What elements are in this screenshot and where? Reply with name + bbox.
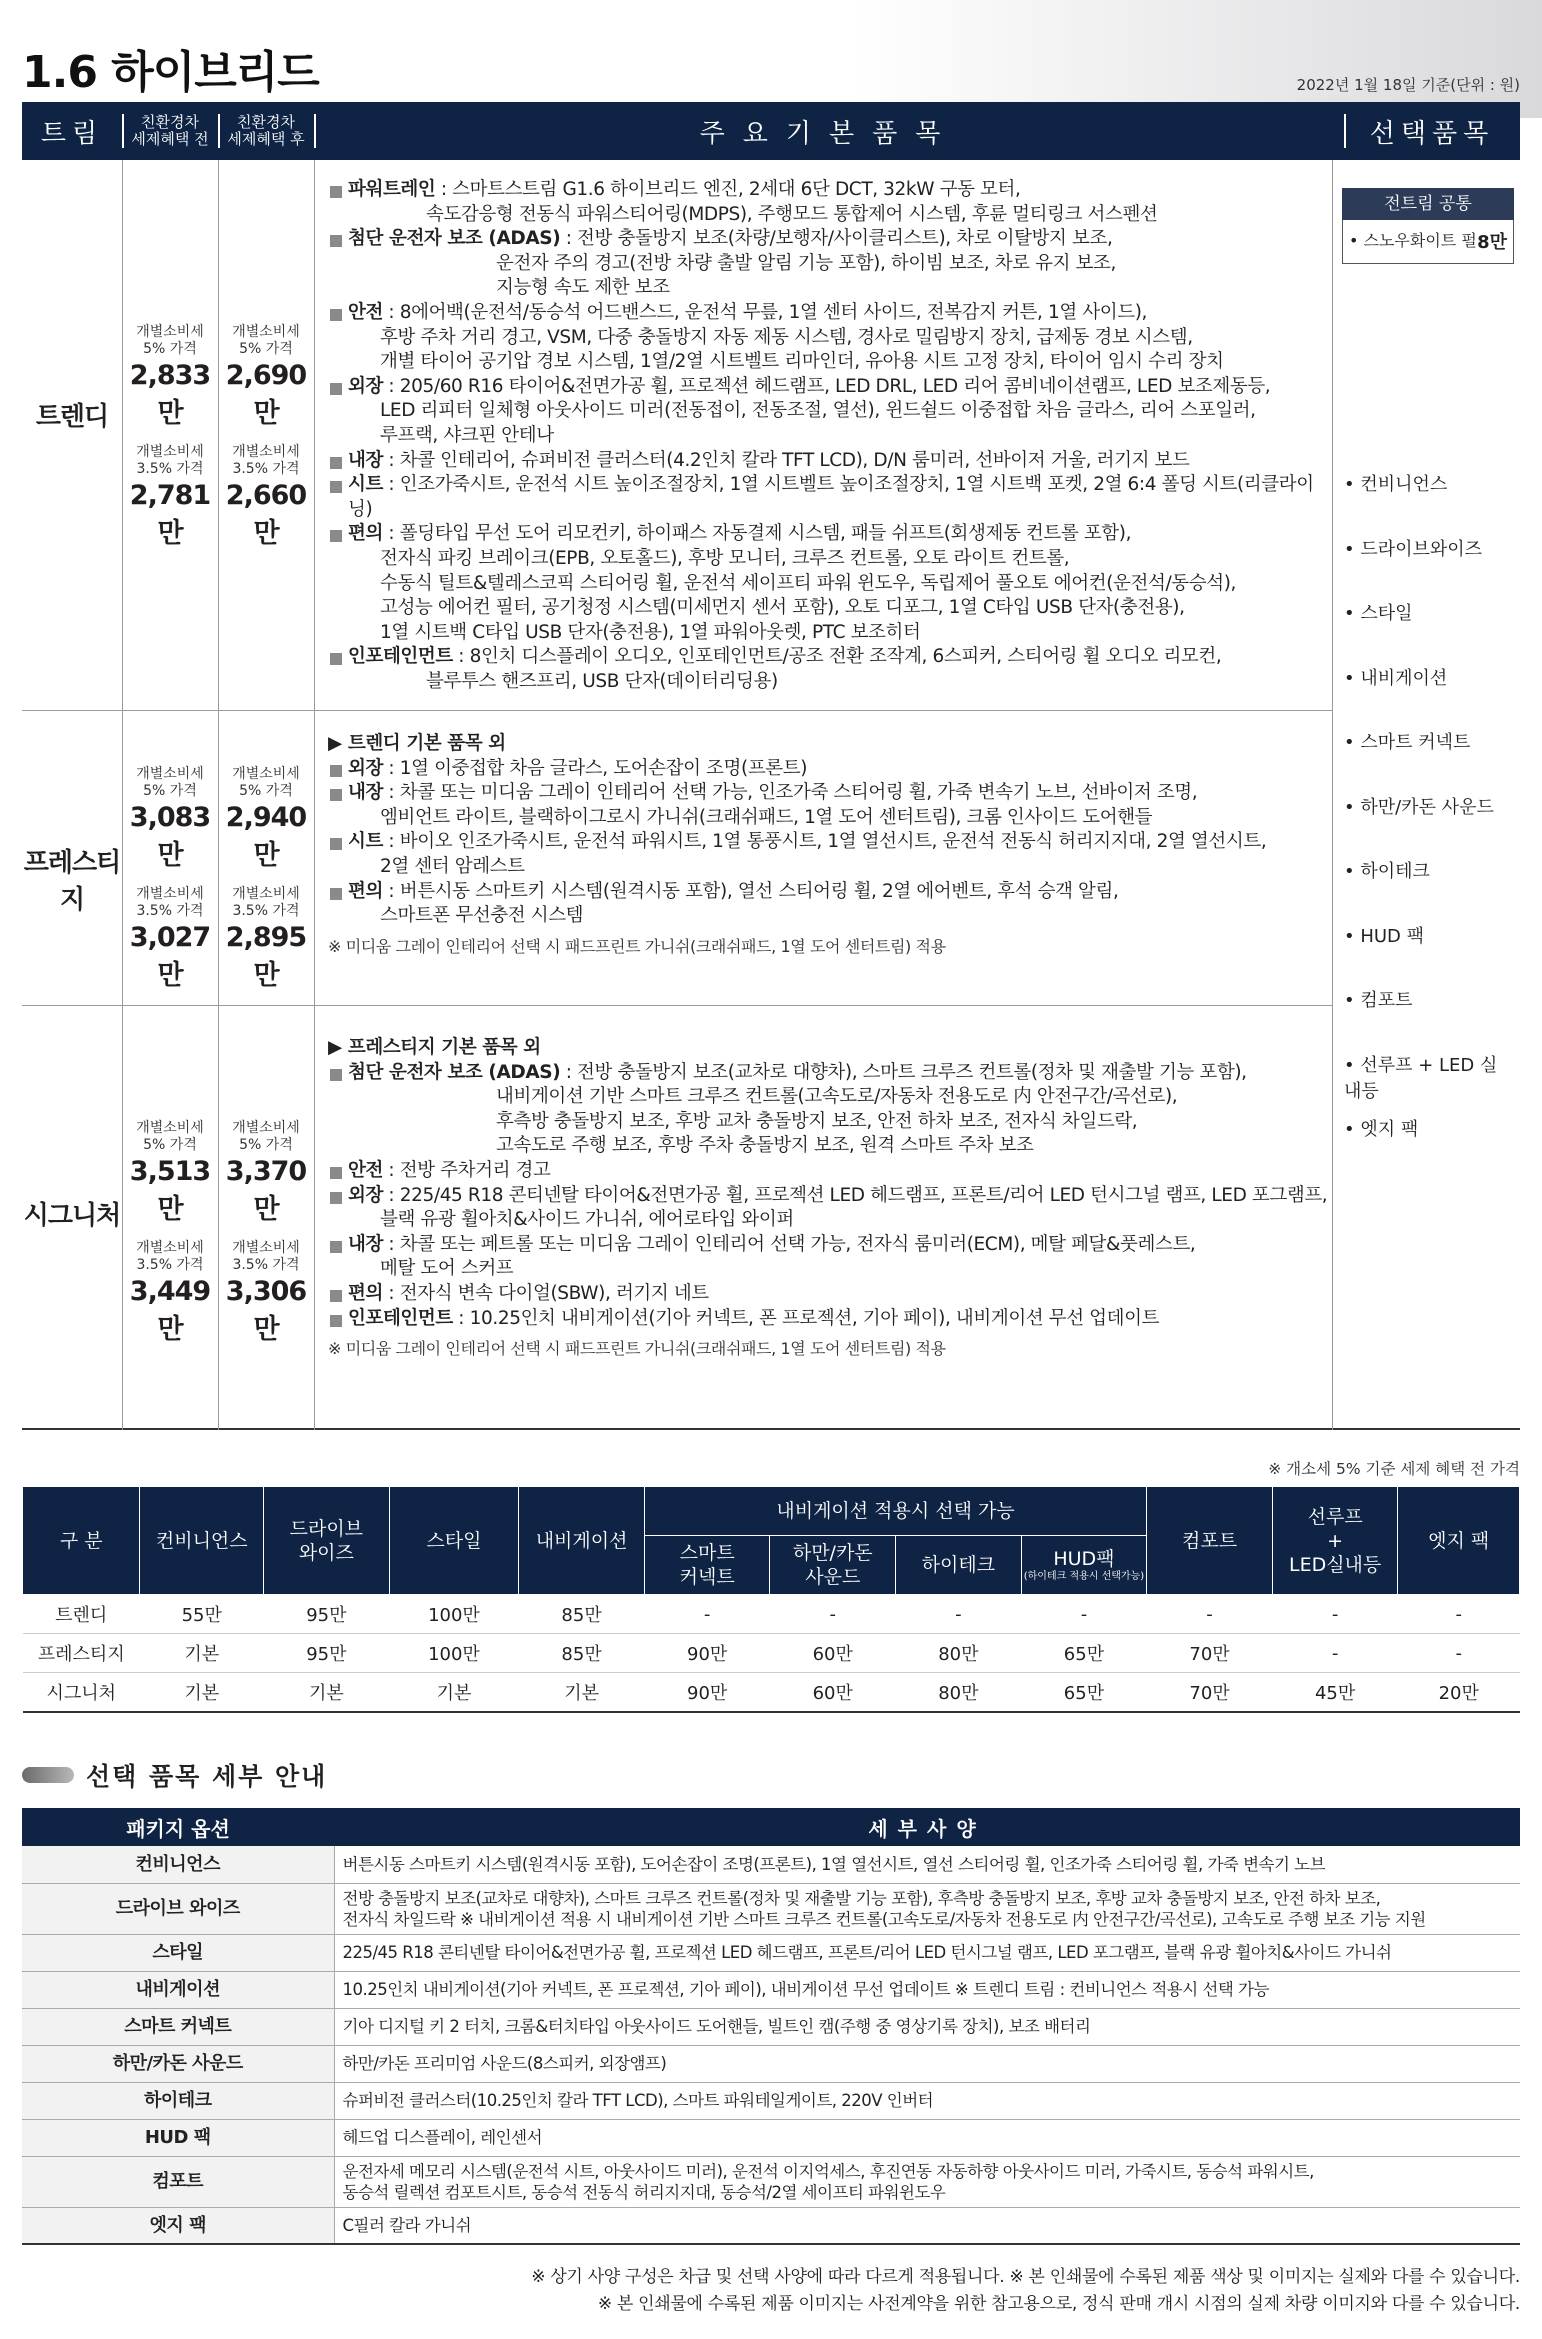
package-spec [334, 2045, 1520, 2082]
price-cell: 기본 [140, 1634, 264, 1673]
section-title: 선택 품목 세부 안내 [86, 1762, 328, 1791]
spec-text: : 205/60 R16 타이어&전면가공 휠, 프로젝션 헤드램프, LED DRL, LED 리어 콤비네이션램프, LED 보조제동등, [382, 375, 1271, 397]
table-row [22, 1846, 1520, 1883]
price-value: 3,027만 [129, 922, 211, 991]
spec-text: 고성능 에어컨 필터, 공기청정 시스템(미세먼지 센서 포함), 오토 디포그, 1열 C타입 USB 단자(충전용), [380, 597, 1185, 619]
table-row [22, 2207, 1520, 2244]
header-options: 선택품목 [1369, 118, 1495, 149]
col-gubun: 구 분 [23, 1487, 140, 1595]
spec-text: : 전방 충돌방지 보조(차량/보행자/사이클리스트), 차로 이탈방지 보조, [560, 228, 1113, 250]
spec-text: 블루투스 핸즈프리, USB 단자(데이터리딩용) [426, 670, 778, 692]
package-spec-line: 전자식 차일드락 ※ 내비게이션 적용 시 내비게이션 기반 스마트 크루즈 컨트롤(고속도로/자동차 전용도로 内 안전구간/곡선로), 고속도로 주행 보조 기능 지원 [342, 1909, 1426, 1929]
package-spec [334, 1883, 1520, 1934]
section-heading-bar [22, 1767, 74, 1783]
option-item: • 컴포트 [1344, 990, 1413, 1011]
common-option-title: 전트림 공통 [1342, 188, 1514, 220]
header-trim: 트림 [40, 118, 104, 149]
column-divider [314, 160, 315, 1430]
table-row [23, 1673, 1520, 1712]
price-label: 개별소비세 3.5% 가격 [136, 886, 204, 919]
spec-label: 내장 [348, 782, 383, 804]
price-cell: 65만 [1021, 1673, 1147, 1712]
package-spec [334, 2119, 1520, 2156]
option-item: • 스마트 커넥트 [1344, 732, 1471, 753]
col-edge: 엣지 팩 [1398, 1487, 1520, 1595]
option-item: • 하이테크 [1344, 861, 1430, 882]
package-spec [334, 1846, 1520, 1883]
table-row [22, 1971, 1520, 2008]
price-cell: - [896, 1595, 1022, 1634]
table-row [22, 2119, 1520, 2156]
col-convenience: 컨비니언스 [140, 1487, 264, 1595]
spec-row [328, 645, 1328, 694]
option-item: • 컨비니언스 [1344, 474, 1448, 495]
spec-text: 메탈 도어 스커프 [380, 1258, 514, 1280]
spec-label: 편의 [348, 880, 383, 902]
common-option-price: 8만 [1477, 232, 1507, 253]
col-harman: 하만/카돈 사운드 [770, 1536, 896, 1595]
row-trim-name: 시그니처 [23, 1673, 140, 1712]
package-name: 컨비니언스 [22, 1846, 334, 1883]
spec-text: : 전방 충돌방지 보조(교차로 대향차), 스마트 크루즈 컨트롤(정차 및 재출발 기능 포함), [560, 1061, 1247, 1083]
spec-text: 후방 주차 거리 경고, VSM, 다중 충돌방지 자동 제동 시스템, 경사로 밀림방지 장치, 급제동 경보 시스템, [380, 326, 1193, 348]
package-name: 컴포트 [22, 2156, 334, 2207]
table-row [22, 1883, 1520, 1934]
spec-row [328, 449, 1328, 474]
price-cell: 85만 [519, 1634, 645, 1673]
footer-note: ※ 상기 사양 구성은 차급 및 선택 사양에 따라 다르게 적용됩니다. ※ 본 인쇄물에 수록된 제품 색상 및 이미지는 실제와 다를 수 있습니다. [531, 2267, 1520, 2287]
package-spec-line: 운전자세 메모리 시스템(운전석 시트, 아웃사이드 미러), 운전석 이지억세스, 후진연동 자동하향 아웃사이드 미러, 가죽시트, 동승석 파워시트, [342, 2161, 1314, 2181]
price-cell: 기본 [140, 1673, 264, 1712]
package-spec-line: 하만/카돈 프리미엄 사운드(8스피커, 외장앰프) [342, 2054, 667, 2073]
header-pre-text: 친환경차 세제혜택 전 [131, 113, 209, 148]
price-cell: - [1147, 1595, 1273, 1634]
package-name: 내비게이션 [22, 1971, 334, 2008]
price-label: 개별소비세 5% 가격 [136, 1120, 204, 1153]
package-spec [334, 1971, 1520, 2008]
spec-row [328, 227, 1328, 301]
spec-label: 시트 [348, 831, 383, 853]
price-cell: 45만 [1272, 1673, 1398, 1712]
price-label: 개별소비세 5% 가격 [136, 766, 204, 799]
spec-list-trendy [328, 178, 1328, 694]
package-name: 하이테크 [22, 2082, 334, 2119]
page-title: 1.6 하이브리드 [22, 47, 319, 98]
spec-text: 후측방 충돌방지 보조, 후방 교차 충돌방지 보조, 안전 하차 보조, 전자식 차일드락, [496, 1110, 1138, 1132]
price-post-signature [218, 1120, 314, 1360]
spec-text: : 10.25인치 내비게이션(기아 커넥트, 폰 프로젝션, 기아 페이), 내비게이션 무선 업데이트 [452, 1307, 1160, 1329]
package-spec-line: 동승석 릴렉션 컴포트시트, 동승석 전동식 허리지지대, 동승석/2열 세이프티 파워윈도우 [342, 2182, 946, 2202]
price-cell: 기본 [264, 1673, 390, 1712]
spec-text: 스마트폰 무선충전 시스템 [380, 905, 584, 927]
col-navi-group: 내비게이션 적용시 선택 가능 [644, 1487, 1146, 1536]
spec-list-prestige [328, 732, 1328, 959]
table-row [22, 2045, 1520, 2082]
price-cell: - [770, 1595, 896, 1634]
spec-text: : 버튼시동 스마트키 시스템(원격시동 포함), 열선 스티어링 휠, 2열 에어벤트, 후석 승객 알림, [382, 880, 1119, 902]
price-label: 개별소비세 5% 가격 [136, 324, 204, 357]
price-label: 개별소비세 3.5% 가격 [232, 444, 300, 477]
price-value: 3,513만 [129, 1156, 211, 1225]
spec-row [328, 178, 1328, 227]
spec-row [328, 880, 1328, 929]
spec-label: 인포테인먼트 [348, 646, 453, 668]
price-cell: 80만 [896, 1673, 1022, 1712]
option-item: • 내비게이션 [1344, 667, 1448, 689]
spec-label: 내장 [348, 449, 383, 471]
package-name: 스마트 커넥트 [22, 2008, 334, 2045]
price-cell: - [1021, 1595, 1147, 1634]
spec-text: 고속도로 주행 보조, 후방 주차 충돌방지 보조, 원격 스마트 주차 보조 [496, 1135, 1034, 1157]
header-post-benefit [218, 102, 314, 160]
price-table-note: ※ 개소세 5% 기준 세제 혜택 전 가격 [1268, 1460, 1520, 1478]
section-heading [22, 1760, 327, 1790]
common-option-item: • 스노우화이트 펄 [1349, 231, 1477, 250]
spec-label: 외장 [348, 1184, 383, 1206]
spec-label: 편의 [348, 1282, 383, 1304]
price-cell: 55만 [140, 1595, 264, 1634]
package-spec-line: C필러 칼라 가니쉬 [342, 2215, 472, 2235]
price-value: 2,660만 [225, 480, 307, 549]
price-label: 개별소비세 5% 가격 [232, 1120, 300, 1153]
price-value: 2,781만 [129, 480, 211, 549]
col-sunroof: 선루프 + LED실내등 [1272, 1487, 1398, 1595]
price-label: 개별소비세 5% 가격 [232, 766, 300, 799]
price-value: 2,690만 [225, 360, 307, 429]
spec-row [328, 1184, 1328, 1233]
price-label: 개별소비세 5% 가격 [232, 324, 300, 357]
header-pre-benefit [122, 102, 218, 160]
spec-label: 인포테인먼트 [348, 1307, 453, 1329]
price-cell: - [1272, 1595, 1398, 1634]
package-spec-line: 버튼시동 스마트키 시스템(원격시동 포함), 도어손잡이 조명(프론트), 1열 열선시트, 열선 스티어링 휠, 인조가죽 스티어링 휠, 가죽 변속기 노브 [342, 1854, 1326, 1874]
spec-text: : 스마트스트림 G1.6 하이브리드 엔진, 2세대 6단 DCT, 32kW 구동 모터, [435, 179, 1021, 200]
trim-name-signature: 시그니처 [23, 1201, 121, 1231]
spec-text: 속도감응형 전동식 파워스티어링(MDPS), 주행모드 통합제어 시스템, 후륜 멀티링크 서스펜션 [426, 203, 1158, 225]
price-cell: 80만 [896, 1634, 1022, 1673]
package-name: 엣지 팩 [22, 2207, 334, 2244]
trim-name-trendy: 트렌디 [35, 402, 109, 432]
price-cell: 60만 [770, 1673, 896, 1712]
price-value: 3,306만 [225, 1276, 307, 1345]
spec-row [328, 1233, 1328, 1282]
spec-note: ※ 미디움 그레이 인테리어 선택 시 패드프린트 가니쉬(크래쉬패드, 1열 도어 센터트림) 적용 [328, 1339, 946, 1359]
spec-label: 외장 [348, 375, 383, 397]
footer-notes [531, 2264, 1520, 2318]
price-cell: 90만 [644, 1634, 770, 1673]
price-post-trendy [218, 324, 314, 564]
footer-note: ※ 본 인쇄물에 수록된 제품 이미지는 사전계약을 위한 참고용으로, 정식 판매 개시 시점의 실제 차량 이미지와 다를 수 있습니다. [597, 2294, 1520, 2314]
price-cell: 기본 [389, 1673, 519, 1712]
price-cell: - [1272, 1634, 1398, 1673]
base-items-heading: ▶ 트렌디 기본 품목 외 [328, 733, 506, 754]
price-cell: 65만 [1021, 1634, 1147, 1673]
spec-text: : 전방 주차거리 경고 [382, 1159, 551, 1181]
table-row [22, 2008, 1520, 2045]
price-cell: - [644, 1595, 770, 1634]
price-pre-prestige [122, 766, 218, 1006]
col-spec: 세부사양 [334, 1808, 1520, 1846]
spec-text: : 225/45 R18 콘티넨탈 타이어&전면가공 휠, 프로젝션 LED 헤드램프, 프론트/리어 LED 턴시그널 램프, LED 포그램프, [382, 1184, 1328, 1206]
spec-text: 내비게이션 기반 스마트 크루즈 컨트롤(고속도로/자동차 전용도로 内 안전구간/곡선로), [496, 1086, 1178, 1108]
table-row [23, 1595, 1520, 1634]
price-value: 3,449만 [129, 1276, 211, 1345]
price-cell: 60만 [770, 1634, 896, 1673]
spec-row [328, 830, 1328, 879]
price-post-prestige [218, 766, 314, 1006]
col-hud [1021, 1536, 1147, 1595]
package-spec [334, 2156, 1520, 2207]
col-navigation: 내비게이션 [519, 1487, 645, 1595]
spec-label: 내장 [348, 1233, 383, 1255]
spec-text: 엠비언트 라이트, 블랙하이그로시 가니쉬(크래쉬패드, 1열 도어 센터트림), 크롬 인사이드 도어핸들 [380, 806, 1153, 828]
price-cell: - [1398, 1634, 1520, 1673]
package-spec-line: 225/45 R18 콘티넨탈 타이어&전면가공 휠, 프로젝션 LED 헤드램프, 프론트/리어 LED 턴시그널 램프, LED 포그램프, 블랙 유광 휠아치&사이드 가니쉬 [342, 1943, 1392, 1962]
spec-list-signature [328, 1036, 1328, 1362]
trim-name-prestige: 프레스티지 [23, 848, 121, 915]
spec-note: ※ 미디움 그레이 인테리어 선택 시 패드프린트 가니쉬(크래쉬패드, 1열 도어 센터트림) 적용 [328, 936, 946, 956]
spec-text: 루프랙, 샤크핀 안테나 [380, 424, 554, 446]
option-detail-table [22, 1808, 1520, 2245]
price-value: 2,833만 [129, 360, 211, 429]
main-table-header [22, 102, 1520, 160]
spec-text: 1열 시트백 C타입 USB 단자(충전용), 1열 파워아웃렛, PTC 보조히터 [380, 621, 921, 643]
option-item: • HUD 팩 [1344, 925, 1425, 947]
price-label: 개별소비세 3.5% 가격 [136, 444, 204, 477]
row-divider [22, 710, 1332, 711]
common-option-box [1342, 188, 1514, 264]
spec-label: 첨단 운전자 보조 (ADAS) [348, 228, 561, 250]
price-label: 개별소비세 3.5% 가격 [232, 1240, 300, 1273]
col-hud-label: HUD팩 [1053, 1548, 1115, 1571]
price-cell: 20만 [1398, 1673, 1520, 1712]
header-post-text: 친환경차 세제혜택 후 [227, 113, 305, 148]
price-cell: 70만 [1147, 1634, 1273, 1673]
spec-text: : 폴딩타입 무선 도어 리모컨키, 하이패스 자동결제 시스템, 패들 쉬프트(회생제동 컨트롤 포함), [382, 523, 1132, 545]
spec-text: : 바이오 인조가죽시트, 운전석 파워시트, 1열 통풍시트, 1열 열선시트, 운전석 전동식 허리지지대, 2열 열선시트, [382, 831, 1267, 853]
price-pre-signature [122, 1120, 218, 1360]
price-cell: 90만 [644, 1673, 770, 1712]
base-date: 2022년 1월 18일 기준(단위 : 원) [1296, 76, 1520, 94]
spec-row [328, 757, 1328, 782]
spec-text: 전자식 파킹 브레이크(EPB, 오토홀드), 후방 모니터, 크루즈 컨트롤, 오토 라이트 컨트롤, [380, 547, 1070, 569]
common-option-body [1342, 220, 1514, 264]
spec-row [328, 375, 1328, 449]
table-row [22, 2082, 1520, 2119]
spec-text: : 차콜 또는 페트롤 또는 미디움 그레이 인테리어 선택 가능, 전자식 룸미러(ECM), 메탈 페달&풋레스트, [382, 1233, 1196, 1255]
header-main-items: 주요기본품목 [699, 118, 959, 149]
col-hitech: 하이테크 [896, 1536, 1022, 1595]
col-style: 스타일 [389, 1487, 519, 1595]
spec-row [328, 1061, 1328, 1159]
price-cell: - [1398, 1595, 1520, 1634]
price-value: 3,083만 [129, 802, 211, 871]
spec-text: 지능형 속도 제한 보조 [496, 277, 670, 299]
table-row [22, 1934, 1520, 1971]
package-name: 하만/카돈 사운드 [22, 2045, 334, 2082]
option-item: • 선루프 + LED 실내등 [1344, 1054, 1498, 1102]
spec-label: 외장 [348, 757, 383, 779]
spec-row [328, 1282, 1328, 1307]
price-cell: 95만 [264, 1595, 390, 1634]
spec-text: : 1열 이중접합 차음 글라스, 도어손잡이 조명(프론트) [382, 757, 808, 779]
spec-row [328, 301, 1328, 375]
spec-text: : 전자식 변속 다이얼(SBW), 러기지 네트 [382, 1282, 709, 1304]
price-value: 2,940만 [225, 802, 307, 871]
price-cell: 100만 [389, 1595, 519, 1634]
spec-text: LED 리피터 일체형 아웃사이드 미러(전동접이, 전동조절, 열선), 윈드쉴드 이중접합 차음 글라스, 리어 스포일러, [380, 400, 1256, 422]
price-cell: 100만 [389, 1634, 519, 1673]
spec-label: 편의 [348, 523, 383, 545]
spec-row [328, 781, 1328, 830]
option-item: • 엣지 팩 [1344, 1119, 1419, 1140]
spec-row [328, 473, 1328, 522]
spec-row [328, 522, 1328, 645]
package-spec-line: 기아 디지털 키 2 터치, 크롬&터치타입 아웃사이드 도어핸들, 빌트인 캠(주행 중 영상기록 장치), 보조 배터리 [342, 2017, 1091, 2036]
option-item: • 드라이브와이즈 [1344, 538, 1483, 560]
price-value: 3,370만 [225, 1156, 307, 1225]
option-item: • 하만/카돈 사운드 [1344, 796, 1494, 818]
package-spec-line: 전방 충돌방지 보조(교차로 대향차), 스마트 크루즈 컨트롤(정차 및 재출발 기능 포함), 후측방 충돌방지 보조, 후방 교차 충돌방지 보조, 안전 하차 보조, [342, 1888, 1381, 1908]
option-list [1344, 470, 1514, 1180]
spec-text: : 차콜 또는 미디움 그레이 인테리어 선택 가능, 인조가죽 스티어링 휠, 가죽 변속기 노브, 선바이저 조명, [382, 782, 1198, 804]
spec-label: 안전 [348, 1159, 383, 1181]
spec-text: 수동식 틸트&텔레스코픽 스티어링 휠, 운전석 세이프티 파워 윈도우, 독립제어 풀오토 에어컨(운전석/동승석), [380, 572, 1236, 594]
package-spec-line: 10.25인치 내비게이션(기아 커넥트, 폰 프로젝션, 기아 페이), 내비게이션 무선 업데이트 ※ 트렌디 트림 : 컨비니언스 적용시 선택 가능 [342, 1980, 1269, 1999]
column-divider [1332, 160, 1333, 1430]
package-spec-line: 슈퍼비전 클러스터(10.25인치 칼라 TFT LCD), 스마트 파워테일게이트, 220V 인버터 [342, 2091, 934, 2110]
spec-text: : 인조가죽시트, 운전석 시트 높이조절장치, 1열 시트벨트 높이조절장치, 1열 시트백 포켓, 2열 6:4 폴딩 시트(리클라이닝) [348, 474, 1314, 520]
col-drivewise: 드라이브 와이즈 [264, 1487, 390, 1595]
price-pre-trendy [122, 324, 218, 564]
spec-text: : 8에어백(운전석/동승석 어드밴스드, 운전석 무릎, 1열 센터 사이드, 전복감지 커튼, 1열 사이드), [382, 301, 1148, 323]
spec-text: 운전자 주의 경고(전방 차량 출발 알림 기능 포함), 하이빔 보조, 차로 유지 보조, [496, 252, 1116, 274]
col-smart-connect: 스마트 커넥트 [644, 1536, 770, 1595]
option-price-table [22, 1486, 1520, 1713]
price-value: 2,895만 [225, 922, 307, 991]
package-spec [334, 2082, 1520, 2119]
col-comfort: 컴포트 [1147, 1487, 1273, 1595]
package-spec [334, 2008, 1520, 2045]
package-name: HUD 팩 [22, 2119, 334, 2156]
table-row [22, 2156, 1520, 2207]
spec-text: 블랙 유광 휠아치&사이드 가니쉬, 에어로타입 와이퍼 [380, 1209, 794, 1231]
price-cell: 85만 [519, 1595, 645, 1634]
col-hud-note: (하이테크 적용시 선택가능) [1023, 1571, 1145, 1583]
package-name: 드라이브 와이즈 [22, 1883, 334, 1934]
price-cell: 기본 [519, 1673, 645, 1712]
spec-row [328, 1307, 1328, 1332]
spec-row [328, 1159, 1328, 1184]
spec-label: 안전 [348, 301, 383, 323]
spec-text: 2열 센터 암레스트 [380, 855, 525, 877]
package-spec [334, 2207, 1520, 2244]
spec-text: : 차콜 인테리어, 슈퍼비전 클러스터(4.2인치 칼라 TFT LCD), D/N 룸미러, 선바이저 거울, 러기지 보드 [382, 449, 1190, 471]
option-item: • 스타일 [1344, 603, 1413, 624]
base-items-heading: ▶ 프레스티지 기본 품목 외 [328, 1037, 541, 1058]
price-label: 개별소비세 3.5% 가격 [232, 886, 300, 919]
package-name: 스타일 [22, 1934, 334, 1971]
package-spec [334, 1934, 1520, 1971]
price-label: 개별소비세 3.5% 가격 [136, 1240, 204, 1273]
spec-label: 첨단 운전자 보조 (ADAS) [348, 1061, 561, 1083]
package-spec-line: 헤드업 디스플레이, 레인센서 [342, 2128, 543, 2147]
col-package: 패키지 옵션 [22, 1808, 334, 1846]
table-row [23, 1634, 1520, 1673]
spec-text: : 8인치 디스플레이 오디오, 인포테인먼트/공조 전환 조작계, 6스피커, 스티어링 휠 오디오 리모컨, [452, 646, 1222, 668]
row-trim-name: 프레스티지 [23, 1634, 140, 1673]
spec-label: 시트 [348, 474, 383, 496]
price-cell: 95만 [264, 1634, 390, 1673]
price-cell: 70만 [1147, 1673, 1273, 1712]
spec-text: 개별 타이어 공기압 경보 시스템, 1열/2열 시트벨트 리마인더, 유아용 시트 고정 장치, 타이어 임시 수리 장치 [380, 351, 1224, 373]
spec-label: 파워트레인 [348, 179, 436, 200]
row-trim-name: 트렌디 [23, 1595, 140, 1634]
